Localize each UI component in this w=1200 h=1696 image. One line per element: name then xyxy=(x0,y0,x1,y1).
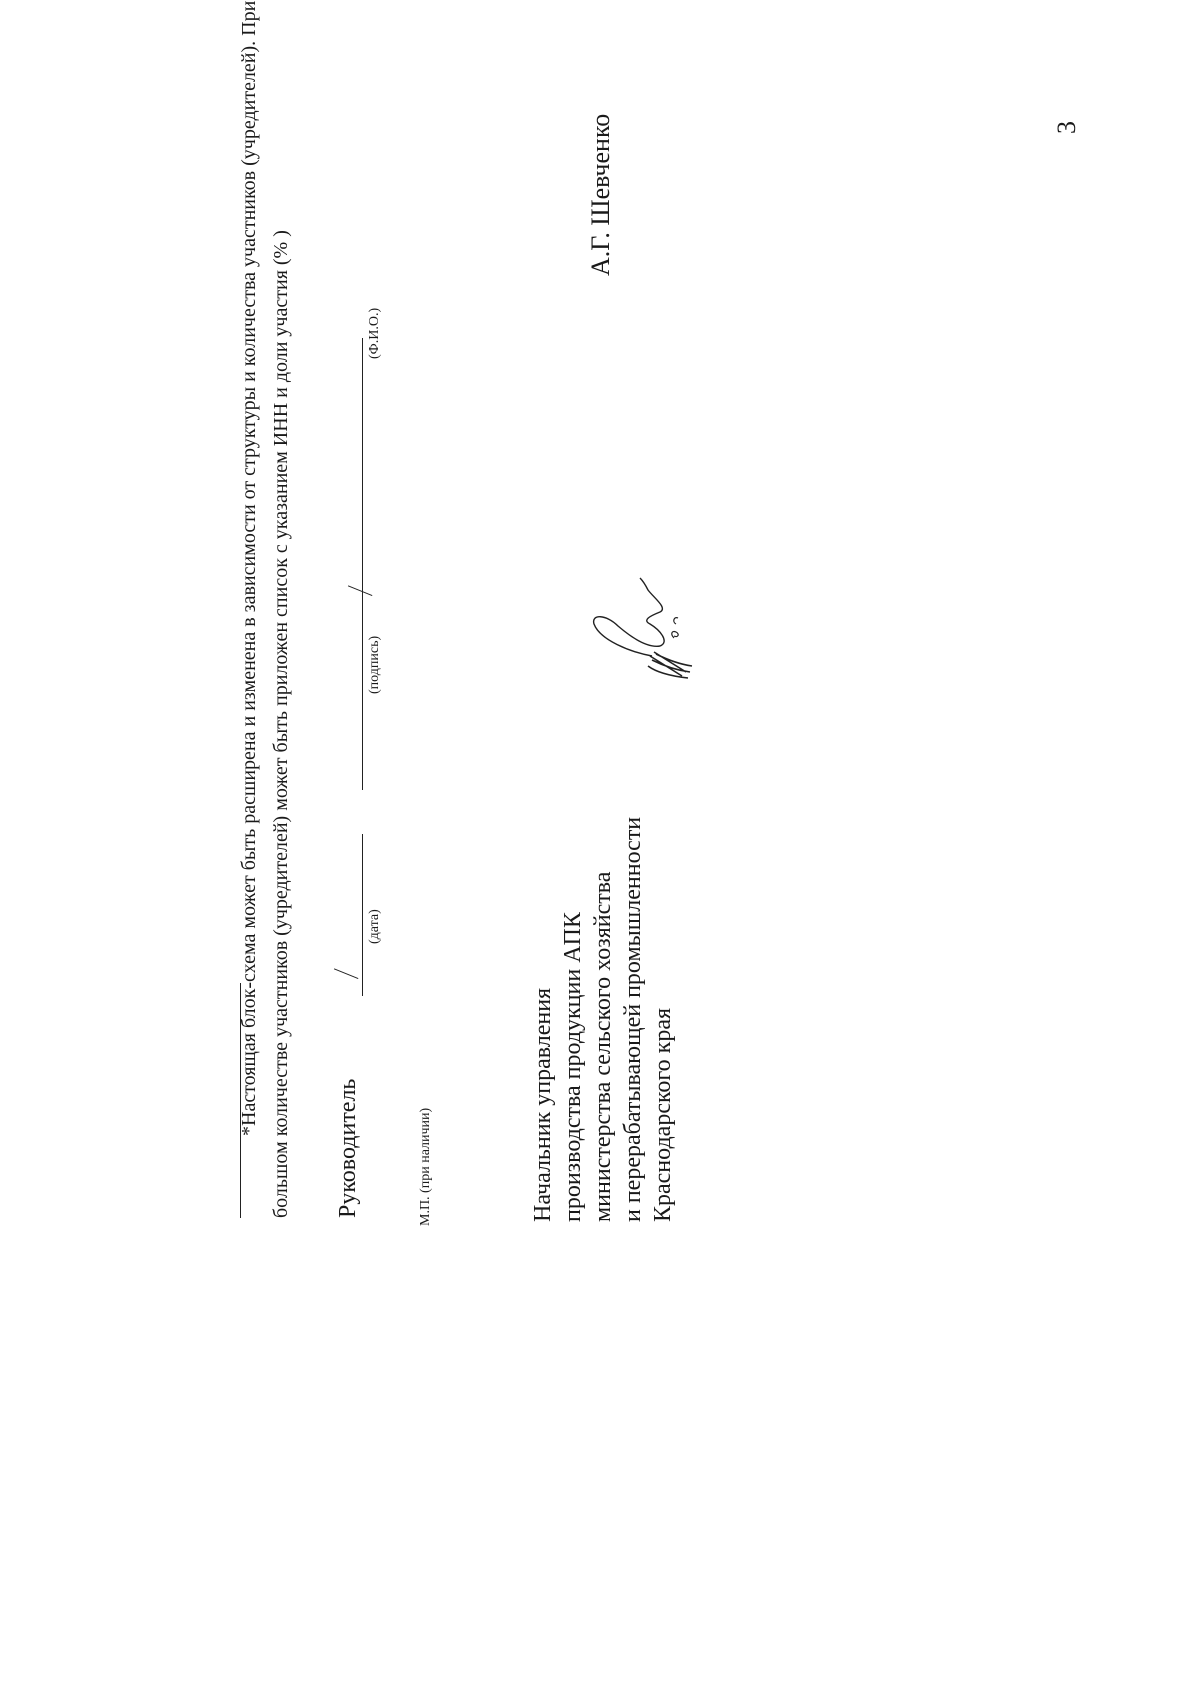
signatory-line-4: и перерабатывающей промышленности xyxy=(620,816,646,1222)
page-number: 3 xyxy=(1052,121,1081,134)
signatory-line-1: Начальник управления xyxy=(530,987,556,1222)
signature-caption: (подпись) xyxy=(367,635,382,694)
signatory-block xyxy=(528,817,678,1222)
date-caption: (дата) xyxy=(367,909,382,944)
seal-caption: М.П. (при наличии) xyxy=(418,1107,433,1226)
signatory-line-5: Краснодарского края xyxy=(650,1007,676,1222)
head-label: Руководитель xyxy=(335,1078,361,1218)
footnote-line-1: *Настоящая блок-схема может быть расширена и изменена в зависимости от структуры и количества участников (учредителей). При xyxy=(238,0,260,1136)
signatory-line-3: министерства сельского хозяйства xyxy=(590,871,616,1222)
name-caption: (Ф.И.О.) xyxy=(367,307,382,359)
signature-slash xyxy=(348,585,372,596)
signature-scribble xyxy=(590,576,700,686)
footnote-line-2: большом количестве участников (учредителей) может быть приложен список с указанием ИНН и доли участия (% ) xyxy=(270,230,292,1218)
date-line xyxy=(362,834,363,996)
signature-line xyxy=(362,338,363,790)
signatory-name: А.Г. Шевченко xyxy=(586,113,615,276)
handwritten-signature xyxy=(590,576,700,686)
signatory-line-2: производства продукции АПК xyxy=(560,912,586,1222)
date-slash xyxy=(334,968,358,979)
